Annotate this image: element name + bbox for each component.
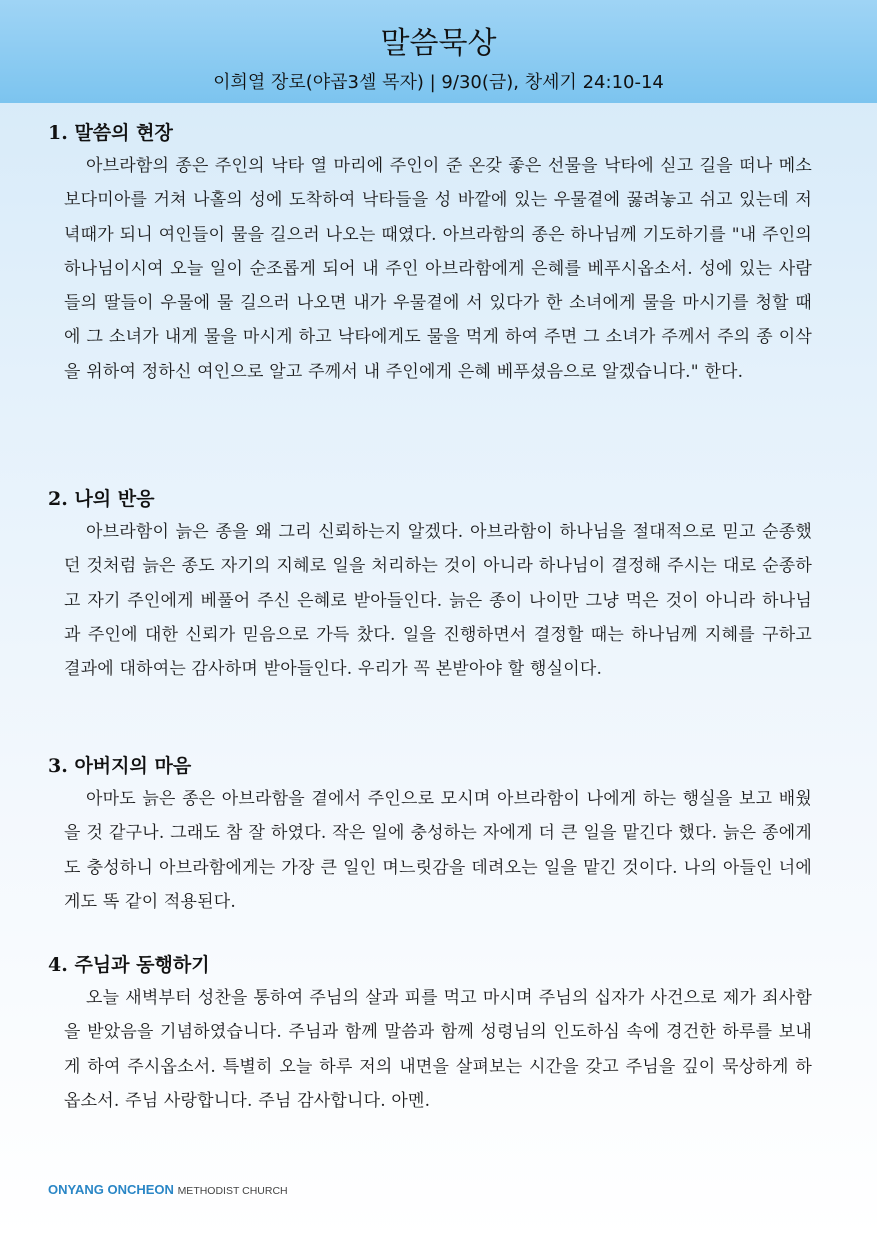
section-walk-with-lord <box>48 952 812 1118</box>
church-subname: METHODIST CHURCH <box>177 1185 288 1197</box>
section-heading: 1. 말씀의 현장 <box>48 122 173 144</box>
page-subtitle: 이희열 장로(야곱3셀 목자) | 9/30(금), 창세기 24:10-14 <box>213 72 664 93</box>
section-body: 아브라함의 종은 주인의 낙타 열 마리에 주인이 준 온갖 좋은 선물을 낙타에 싣고 길을 떠나 메소보다미아를 거쳐 나홀의 성에 도착하여 낙타들을 성 바깥에 있는 우물곁에 꿇려놓고 쉬고 있는데 저녁때가 되니 여인들이 물을 길으러 나오는 때였다. 아브라함의 종은 하나님께 기도하기를 "내 주인의 하나님이시여 오늘 일이 순조롭게 되어 내 주인 아브라함에게 은혜를 베푸시옵소서. 성에 있는 사람들의 딸들이 우물에 물 길으러 나오면 내가 우물곁에 서 있다가 한 소녀에게 물을 마시기를 청할 때에 그 소녀가 내게 물을 마시게 하고 낙타에게도 물을 먹게 하여 주면 그 소녀가 주께서 주의 종 이삭을 위하여 정하신 여인으로 알고 주께서 내 주인에게 은혜 베푸셨음으로 알겠습니다." 한다. <box>64 156 812 382</box>
section-my-response <box>48 486 812 686</box>
section-body: 아마도 늙은 종은 아브라함을 곁에서 주인으로 모시며 아브라함이 나에게 하는 행실을 보고 배웠을 것 같구나. 그래도 참 잘 하였다. 작은 일에 충성하는 자에게 더 큰 일을 맡긴다 했다. 늙은 종에게도 충성하니 아브라함에게는 가장 큰 일인 며느릿감을 데려오는 일을 맡긴 것이다. 나의 아들인 너에게도 똑 같이 적용된다. <box>64 789 812 912</box>
section-heading: 3. 아버지의 마음 <box>48 755 192 777</box>
header-banner <box>0 0 877 103</box>
section-word-scene <box>48 120 812 389</box>
section-heading: 2. 나의 반응 <box>48 488 155 510</box>
page-title: 말씀묵상 <box>380 26 497 61</box>
church-logo <box>48 1182 288 1197</box>
section-body: 아브라함이 늙은 종을 왜 그리 신뢰하는지 알겠다. 아브라함이 하나님을 절대적으로 믿고 순종했던 것처럼 늙은 종도 자기의 지혜로 일을 처리하는 것이 아니라 하나님이 결정해 주시는 대로 순종하고 자기 주인에게 베풀어 주신 은혜로 받아들인다. 늙은 종이 나이만 그냥 먹은 것이 아니라 하나님과 주인에 대한 신뢰가 믿음으로 가득 찼다. 일을 진행하면서 결정할 때는 하나님께 지혜를 구하고 결과에 대하여는 감사하며 받아들인다. 우리가 꼭 본받아야 할 행실이다. <box>64 522 812 680</box>
section-father-heart <box>48 753 812 919</box>
section-body: 오늘 새벽부터 성찬을 통하여 주님의 살과 피를 먹고 마시며 주님의 십자가 사건으로 제가 죄사함을 받았음을 기념하였습니다. 주님과 함께 말씀과 함께 성령님의 인도하심 속에 경건한 하루를 보내게 하여 주시옵소서. 특별히 오늘 하루 저의 내면을 살펴보는 시간을 갖고 주님을 깊이 묵상하게 하옵소서. 주님 사랑합니다. 주님 감사합니다. 아멘. <box>64 988 812 1111</box>
section-heading: 4. 주님과 동행하기 <box>48 954 210 976</box>
church-name: ONYANG ONCHEON <box>48 1182 174 1197</box>
